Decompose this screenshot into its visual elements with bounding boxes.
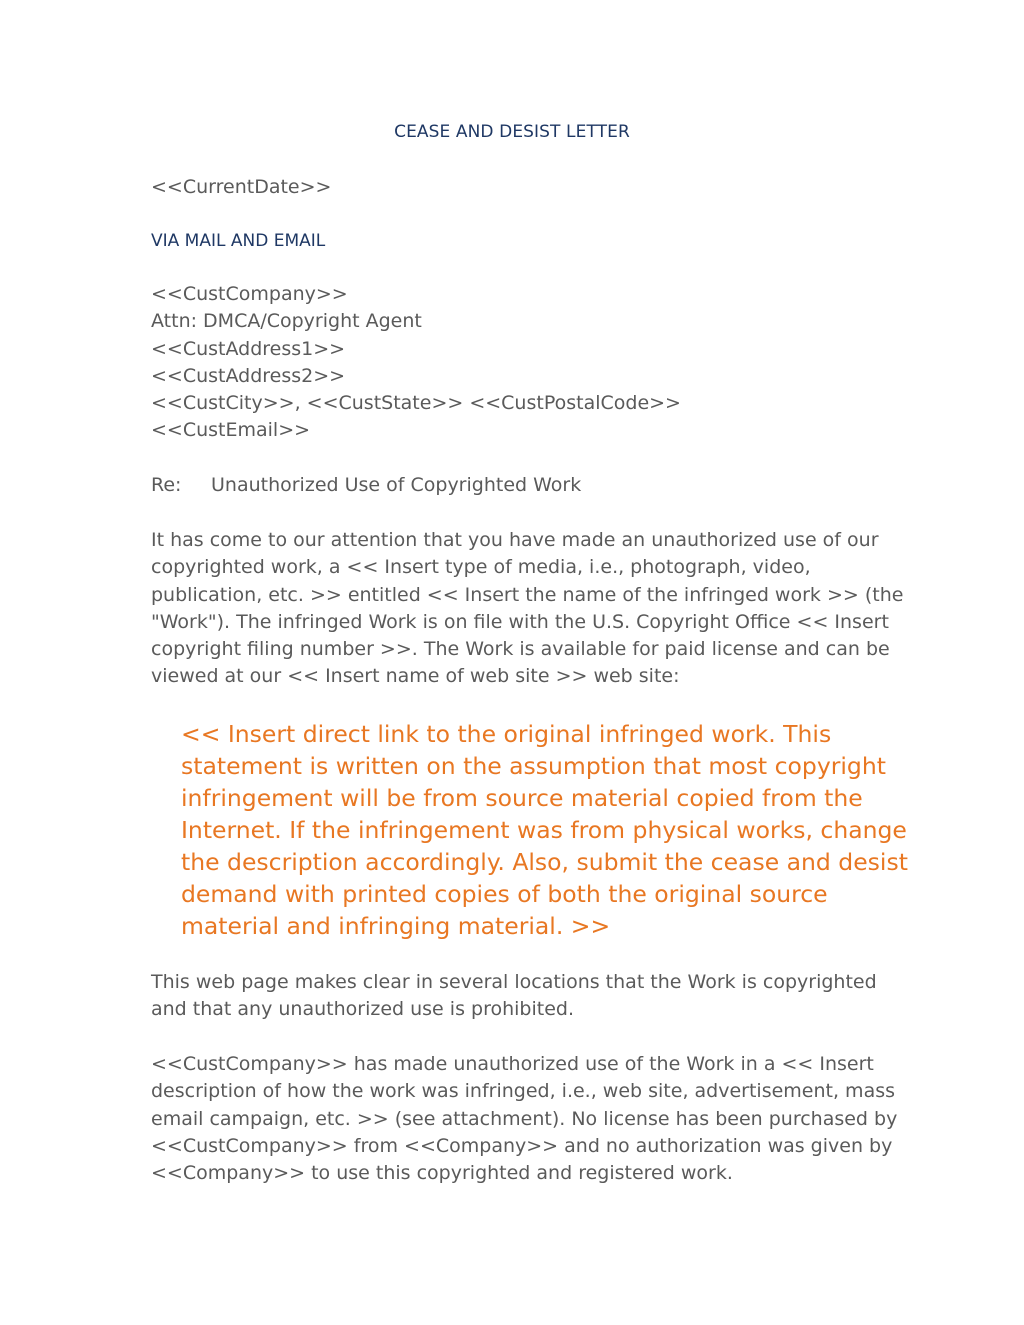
date-placeholder: <<CurrentDate>> [151,176,332,198]
paragraph-line: publication, etc. >> entitled << Insert the name of the infringed work >> (the [151,583,904,606]
document-title: CEASE AND DESIST LETTER [394,122,630,142]
address-attn: Attn: DMCA/Copyright Agent [151,310,422,333]
address-line2: <<CustAddress2>> [151,364,346,387]
instruction-note [181,718,908,942]
paragraph-line: It has come to our attention that you have made an unauthorized use of our [151,529,879,551]
delivery-method: VIA MAIL AND EMAIL [151,231,326,251]
paragraph-line: email campaign, etc. >> (see attachment). No license has been purchased by [151,1107,898,1130]
recipient-address [151,281,881,445]
re-line [151,472,881,499]
paragraph-line: viewed at our << Insert name of web site >> web site: [151,665,680,688]
address-email: <<CustEmail>> [151,419,311,442]
paragraph-2 [151,969,881,1024]
paragraph-3 [151,1051,898,1187]
paragraph-line: "Work"). The infringed Work is on file with the U.S. Copyright Office << Insert [151,610,889,633]
address-company: <<CustCompany>> [151,283,348,305]
instruction-line: << Insert direct link to the original infringed work. This [181,720,832,748]
paragraph-line: <<Company>> to use this copyrighted and registered work. [151,1162,733,1185]
re-label: Re: [151,474,182,496]
instruction-line: infringement will be from source material copied from the [181,784,863,812]
paragraph-1 [151,527,904,691]
paragraph-line: and that any unauthorized use is prohibited. [151,998,574,1021]
paragraph-line: <<CustCompany>> has made unauthorized use of the Work in a << Insert [151,1053,874,1075]
re-subject: Unauthorized Use of Copyrighted Work [211,474,582,496]
instruction-line: statement is written on the assumption that most copyright [181,752,886,780]
paragraph-line: copyrighted work, a << Insert type of media, i.e., photograph, video, [151,556,811,579]
address-line1: <<CustAddress1>> [151,337,346,360]
instruction-line: the description accordingly. Also, submit the cease and desist [181,848,908,876]
instruction-line: Internet. If the infringement was from physical works, change [181,816,907,844]
paragraph-line: copyright filing number >>. The Work is available for paid license and can be [151,638,890,661]
address-city-state-zip: <<CustCity>>, <<CustState>> <<CustPostalCode>> [151,392,681,415]
instruction-line: demand with printed copies of both the original source [181,880,828,908]
instruction-line: material and infringing material. >> [181,912,611,940]
paragraph-line: description of how the work was infringed, i.e., web site, advertisement, mass [151,1080,896,1103]
paragraph-line: <<CustCompany>> from <<Company>> and no authorization was given by [151,1134,893,1157]
paragraph-line: This web page makes clear in several locations that the Work is copyrighted [151,971,877,993]
